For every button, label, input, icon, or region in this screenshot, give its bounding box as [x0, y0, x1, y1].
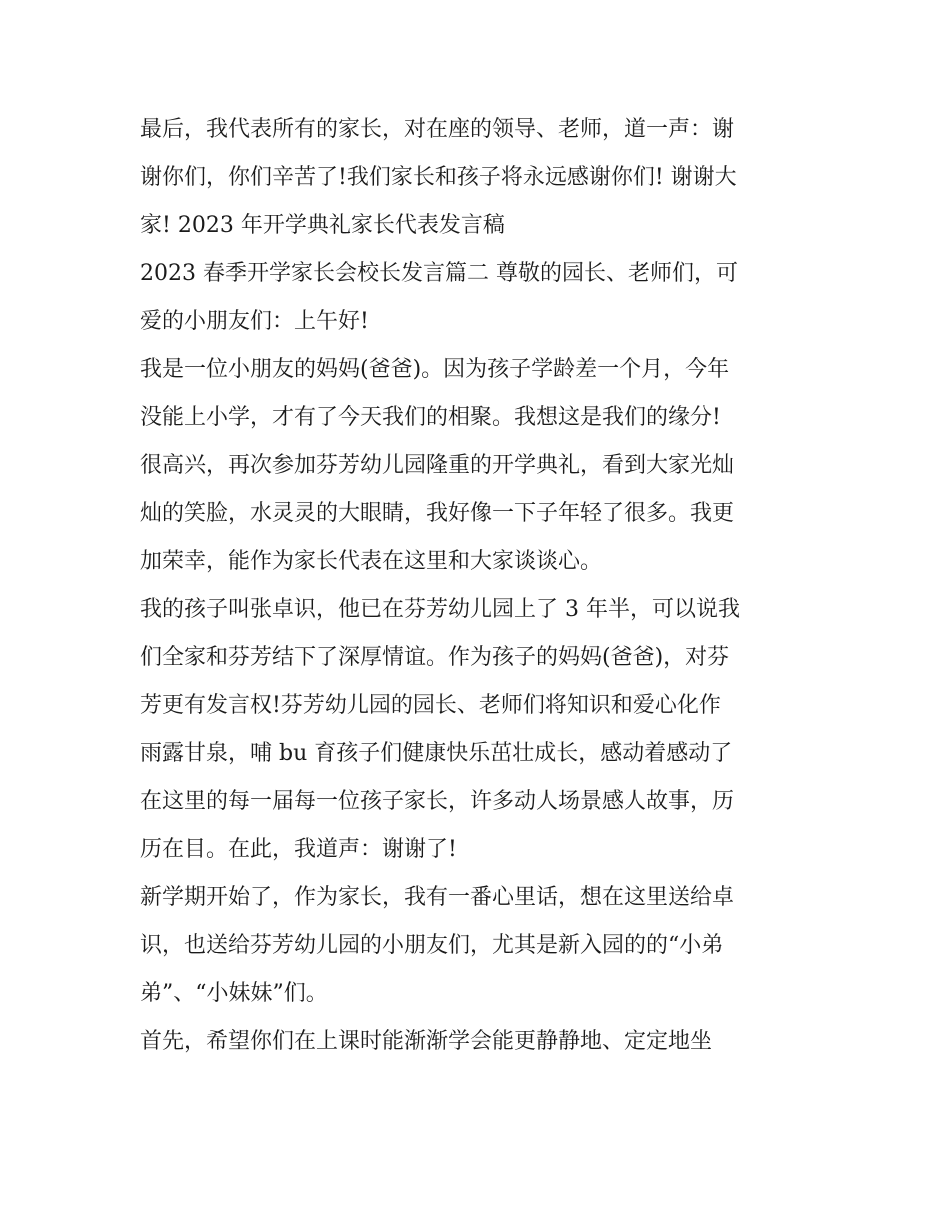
text-line: 在这里的每一届每一位孩子家长，许多动人场景感人故事，历 [140, 789, 735, 814]
text-line: 我是一位小朋友的妈妈(爸爸)。因为孩子学龄差一个月，今年 [140, 357, 730, 382]
text-line: 谢你们，你们辛苦了!我们家长和孩子将永远感谢你们! 谢谢大 [140, 165, 737, 190]
text-line: 最后，我代表所有的家长，对在座的领导、老师，道一声：谢 [140, 117, 735, 142]
text-line: 2023 春季开学家长会校长发言篇二 尊敬的园长、老师们，可 [140, 261, 738, 286]
text-line: 雨露甘泉，哺 bu 育孩子们健康快乐茁壮成长，感动着感动了 [140, 741, 733, 766]
document-body [140, 106, 816, 1066]
text-line: 芳更有发言权!芬芳幼儿园的园长、老师们将知识和爱心化作 [140, 693, 721, 718]
text-line: 爱的小朋友们：上午好! [140, 309, 369, 334]
text-line: 很高兴，再次参加芬芳幼儿园隆重的开学典礼，看到大家光灿 [140, 453, 735, 478]
text-line: 灿的笑脸，水灵灵的大眼睛，我好像一下子年轻了很多。我更 [140, 501, 735, 526]
text-line: 新学期开始了，作为家长，我有一番心里话，想在这里送给卓 [140, 885, 735, 910]
text-line: 家! 2023 年开学典礼家长代表发言稿 [140, 213, 505, 238]
text-line: 我的孩子叫张卓识，他已在芬芳幼儿园上了 3 年半，可以说我 [140, 597, 740, 622]
text-line: 首先，希望你们在上课时能渐渐学会能更静静地、定定地坐 [140, 1029, 713, 1054]
text-line: 弟”、“小妹妹”们。 [140, 981, 328, 1006]
text-line: 加荣幸，能作为家长代表在这里和大家谈谈心。 [140, 549, 603, 574]
text-line: 没能上小学，才有了今天我们的相聚。我想这是我们的缘分! [140, 405, 721, 430]
text-line: 识，也送给芬芳幼儿园的小朋友们，尤其是新入园的的“小弟 [140, 933, 724, 958]
text-line: 们全家和芬芳结下了深厚情谊。作为孩子的妈妈(爸爸)，对芬 [140, 645, 730, 670]
text-line: 历在目。在此，我道声：谢谢了! [140, 837, 457, 862]
